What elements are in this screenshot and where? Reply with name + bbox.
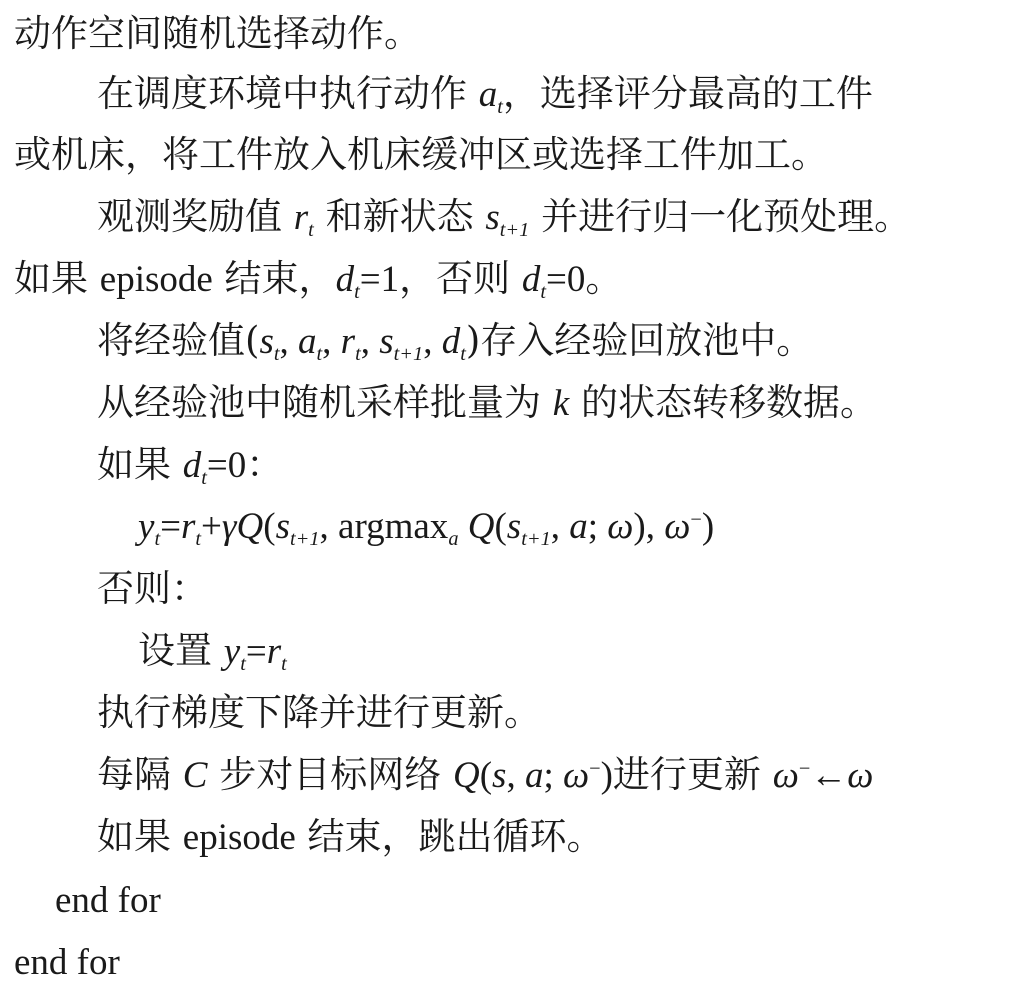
var-Q: Q bbox=[452, 755, 480, 796]
var-Q: Q bbox=[467, 506, 495, 547]
subscript-t: t bbox=[273, 343, 280, 366]
var-Q: Q bbox=[236, 506, 264, 547]
var-r: r bbox=[266, 631, 282, 672]
plus-sign: + bbox=[201, 506, 222, 547]
algo-line-10 bbox=[97, 558, 208, 620]
line-text: 结束，跳出循环。 bbox=[295, 815, 604, 858]
var-d: d bbox=[335, 259, 355, 300]
var-a: a bbox=[524, 755, 544, 796]
var-s: s bbox=[506, 506, 522, 547]
var-d: d bbox=[182, 445, 202, 486]
var-omega-target: ω bbox=[664, 506, 691, 547]
subscript-t: t bbox=[354, 281, 360, 304]
var-a: a bbox=[478, 74, 498, 115]
var-omega-target: ω bbox=[562, 755, 590, 796]
var-s: s bbox=[492, 755, 507, 796]
var-r: r bbox=[180, 506, 196, 547]
line-text: 每隔 bbox=[97, 753, 183, 796]
superscript-minus: − bbox=[690, 508, 702, 531]
line-text: )存入经验回放池中。 bbox=[465, 319, 814, 362]
argmax-operator: argmax bbox=[338, 506, 449, 547]
line-text: 将经验值( bbox=[97, 319, 260, 362]
subscript-t-plus-1: t+1 bbox=[521, 528, 551, 551]
algo-line-15-end-for bbox=[55, 870, 161, 932]
algo-line-7 bbox=[97, 372, 877, 434]
var-s: s bbox=[259, 321, 274, 362]
line-text: 的状态转移数据。 bbox=[569, 381, 877, 424]
left-arrow: ← bbox=[810, 755, 848, 796]
algo-line-11 bbox=[138, 620, 287, 682]
var-omega-target: ω bbox=[772, 755, 799, 796]
algo-line-3 bbox=[14, 124, 828, 186]
equals-one: =1 bbox=[359, 259, 400, 300]
line-text: 动作空间随机选择动作。 bbox=[14, 12, 421, 55]
subscript-t: t bbox=[201, 467, 207, 490]
line-text: 或机床，将工件放入机床缓冲区或选择工件加工。 bbox=[14, 133, 828, 176]
subscript-t: t bbox=[281, 653, 287, 676]
line-text: ，选择评分最高的工件 bbox=[502, 72, 873, 115]
line-text: 如果 bbox=[97, 443, 183, 486]
algo-line-6: 将经验值($s_t$, $a_t$, $r_t$, $s_{t+1}$, $d_t$)存入经验回放池中。 bbox=[97, 319, 814, 366]
var-s: s bbox=[485, 197, 500, 238]
subscript-t: t bbox=[460, 343, 466, 366]
line-text: 在调度环境中执行动作 bbox=[97, 72, 479, 115]
superscript-minus: − bbox=[798, 757, 811, 780]
algo-line-9-formula bbox=[138, 496, 714, 558]
comma: , bbox=[645, 506, 665, 547]
line-text: 如果 bbox=[14, 257, 100, 300]
line-text: 和新状态 bbox=[313, 195, 486, 238]
algo-line-12 bbox=[97, 682, 541, 744]
word-episode: episode bbox=[182, 817, 296, 858]
var-y: y bbox=[223, 631, 241, 672]
algo-line-4 bbox=[97, 186, 911, 248]
var-a: a bbox=[298, 321, 317, 362]
var-gamma: γ bbox=[221, 506, 237, 547]
var-d: d bbox=[521, 259, 541, 300]
line-text: 结束， bbox=[212, 257, 336, 300]
equals-sign: = bbox=[160, 506, 181, 547]
end-for-keyword: end for bbox=[14, 942, 120, 983]
subscript-t: t bbox=[316, 343, 323, 366]
algo-line-5 bbox=[14, 248, 622, 310]
subscript-t-plus-1: t+1 bbox=[289, 528, 320, 551]
word-episode: episode bbox=[99, 259, 213, 300]
line-text: ： bbox=[246, 443, 284, 486]
line-text: 否则： bbox=[97, 567, 208, 610]
subscript-t: t bbox=[240, 653, 246, 676]
var-s-next: s bbox=[379, 321, 394, 362]
var-s: s bbox=[275, 506, 290, 547]
paren-open: ( bbox=[263, 506, 276, 547]
line-text: ，否则 bbox=[399, 257, 522, 300]
comma: , bbox=[319, 506, 339, 547]
var-omega: ω bbox=[607, 506, 634, 547]
var-y: y bbox=[138, 506, 155, 547]
algo-line-14 bbox=[97, 806, 604, 868]
line-text: 如果 bbox=[97, 815, 183, 858]
var-k: k bbox=[552, 383, 570, 424]
semicolon: ; bbox=[587, 506, 608, 547]
algo-line-13: 每隔 C 步对目标网络 Q(s, a; ω−)进行更新 ω−←ω bbox=[97, 753, 874, 796]
subscript-t: t bbox=[154, 528, 161, 551]
line-text: 观测奖励值 bbox=[97, 195, 294, 238]
subscript-t: t bbox=[540, 281, 547, 304]
line-text: 设置 bbox=[138, 629, 224, 672]
subscript-t: t bbox=[195, 528, 202, 551]
algo-line-16-end-for bbox=[14, 932, 120, 994]
line-text: 并进行归一化预处理。 bbox=[529, 195, 912, 238]
line-text: 执行梯度下降并进行更新。 bbox=[97, 691, 541, 734]
var-a: a bbox=[569, 506, 588, 547]
algo-line-8 bbox=[97, 434, 283, 496]
equals-sign: = bbox=[245, 631, 267, 672]
paren-open: ( bbox=[494, 506, 507, 547]
var-omega: ω bbox=[847, 755, 874, 796]
algo-line-2 bbox=[97, 63, 873, 125]
var-r: r bbox=[340, 321, 356, 362]
line-text: 。 bbox=[585, 257, 623, 300]
line-text: 步对目标网络 bbox=[207, 753, 453, 796]
paren-close: ) bbox=[633, 506, 646, 547]
comma: , bbox=[550, 506, 570, 547]
var-d: d bbox=[441, 321, 461, 362]
subscript-t: t bbox=[497, 96, 503, 119]
end-for-keyword: end for bbox=[55, 880, 161, 921]
subscript-t: t bbox=[355, 343, 361, 366]
equals-zero: =0 bbox=[546, 259, 586, 300]
var-r: r bbox=[293, 197, 309, 238]
paren-close: ) bbox=[701, 506, 715, 547]
line-text: 进行更新 bbox=[612, 753, 773, 796]
subscript-t: t bbox=[308, 219, 314, 242]
subscript-t-plus-1: t+1 bbox=[393, 343, 424, 366]
equals-zero: =0 bbox=[206, 445, 247, 486]
subscript-a: a bbox=[448, 528, 459, 551]
superscript-minus: − bbox=[589, 757, 601, 780]
algo-line-1 bbox=[14, 3, 421, 65]
var-C: C bbox=[182, 755, 208, 796]
subscript-t-plus-1: t+1 bbox=[499, 219, 530, 242]
line-text: 从经验池中随机采样批量为 bbox=[97, 381, 553, 424]
